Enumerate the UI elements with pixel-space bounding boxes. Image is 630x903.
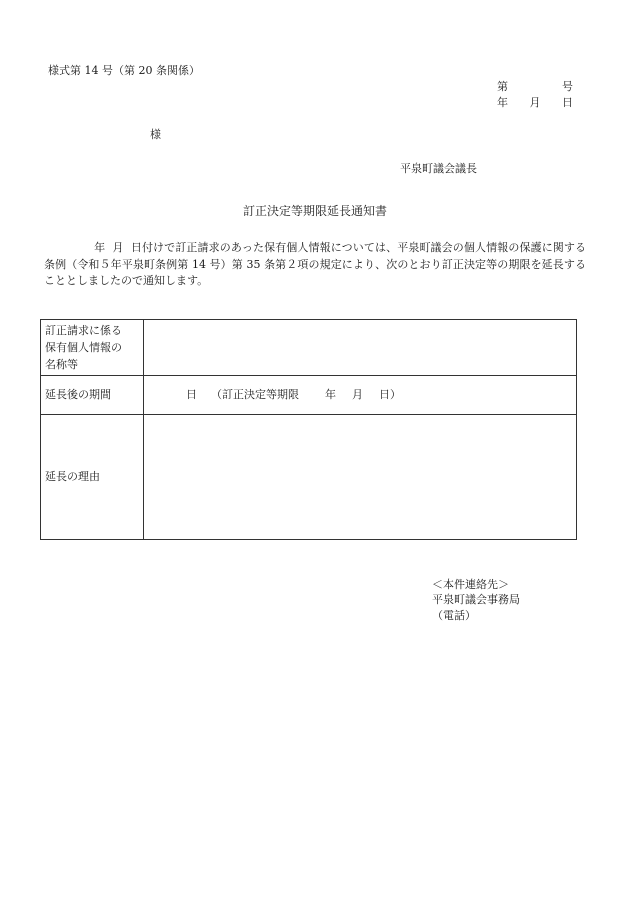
- name-label: [41, 320, 144, 376]
- document-date: [497, 96, 573, 111]
- name-label-line: 訂正請求に係る: [45, 323, 122, 337]
- addressee-honorific: 様: [150, 128, 161, 141]
- period-deadline-label: （訂正決定等期限: [211, 388, 299, 402]
- period-month: 月: [352, 388, 363, 402]
- table-row-reason: [41, 415, 577, 540]
- period-value: [144, 376, 577, 415]
- contact-block: [432, 577, 520, 623]
- reason-label: 延長の理由: [41, 415, 144, 540]
- period-day: 日: [186, 388, 197, 402]
- body-paragraph: [44, 240, 586, 290]
- period-year: 年: [325, 388, 336, 402]
- reason-value: [144, 415, 577, 540]
- document-number: [497, 80, 573, 95]
- table-row-period: [41, 376, 577, 415]
- document-title: 訂正決定等期限延長通知書: [242, 204, 387, 218]
- date-day: 日: [562, 96, 573, 109]
- name-label-line: 保有個人情報の: [45, 340, 122, 354]
- date-month: 月: [529, 96, 541, 109]
- contact-phone: （電話）: [432, 608, 476, 622]
- name-label-line: 名称等: [45, 358, 78, 372]
- body-date-year: 年: [94, 241, 106, 254]
- doc-number-suffix: 号: [562, 80, 573, 93]
- table-row-name: [41, 320, 577, 376]
- sender-name: 平泉町議会議長: [400, 162, 477, 175]
- date-year: 年: [497, 96, 508, 109]
- form-number: 様式第 14 号（第 20 条関係）: [48, 64, 200, 77]
- contact-office: 平泉町議会事務局: [432, 593, 520, 607]
- name-value: [144, 320, 577, 376]
- contact-heading: ＜本件連絡先＞: [432, 578, 509, 591]
- period-label: 延長後の期間: [41, 376, 144, 415]
- period-day-close: 日）: [379, 388, 401, 402]
- doc-number-prefix: 第: [497, 80, 508, 93]
- body-text: 日付けで訂正請求のあった保有個人情報については、平泉町議会の個人情報の保護に関する条例（令和５年平泉町条例第 14 号）第 35 条第２項の規定により、次のとおり訂正決定等の期限を延長することとしましたので通知します。: [44, 241, 587, 287]
- body-date-month: 月: [112, 241, 124, 254]
- info-table: [40, 319, 577, 540]
